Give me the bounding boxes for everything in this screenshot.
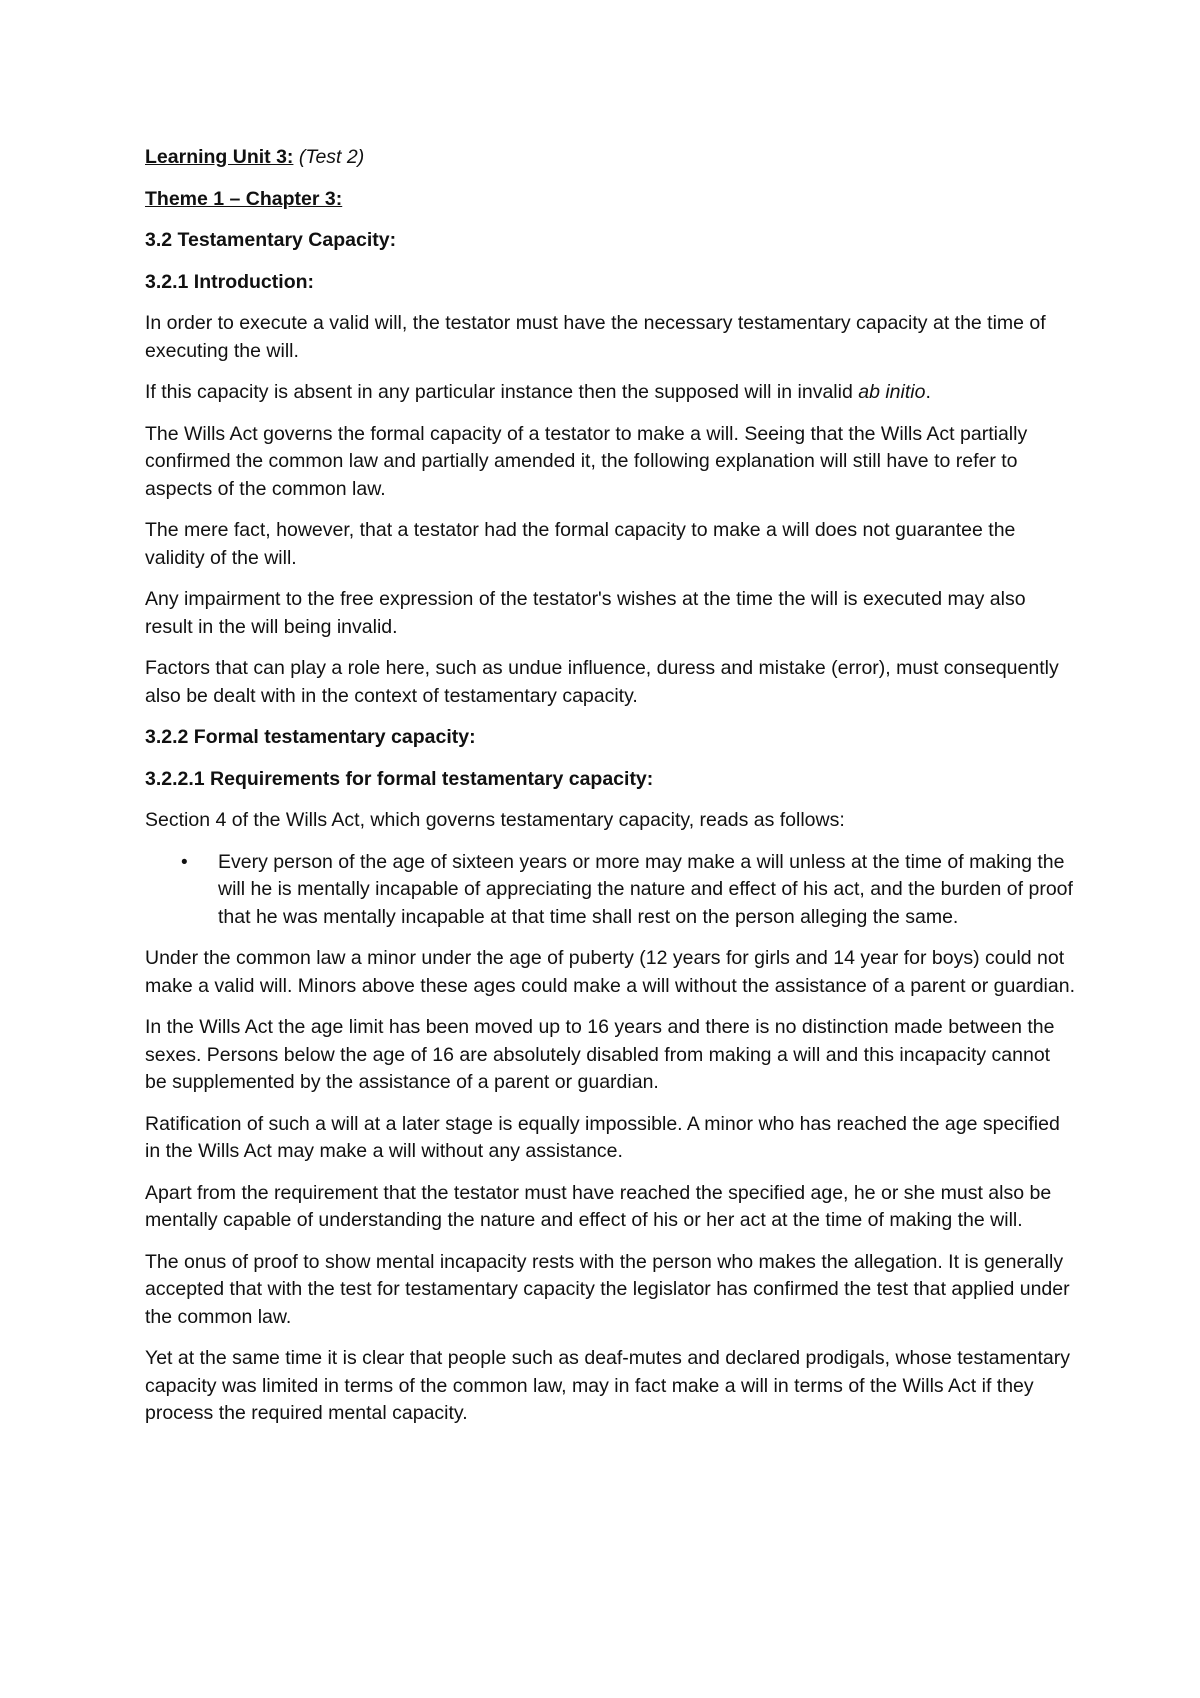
title-text: Learning Unit 3:	[145, 146, 294, 168]
theme-text: Theme 1 – Chapter 3:	[145, 187, 343, 210]
document-title	[145, 144, 1075, 172]
requirements-paragraph-1: Section 4 of the Wills Act, which governs testamentary capacity, reads as follows:	[145, 809, 845, 831]
bullet-list	[145, 849, 1075, 932]
intro-paragraph-2	[145, 379, 1075, 407]
requirements-paragraph-5: Apart from the requirement that the testator must have reached the specified age, he or she must also be mentally capable of understanding the nature and effect of his or her act at the time of making the will.	[145, 1181, 1052, 1231]
bullet-icon: •	[181, 851, 188, 873]
requirements-paragraph-3: In the Wills Act the age limit has been moved up to 16 years and there is no distinction made between the sexes. Persons below the age of 16 are absolutely disabled from making a will and this incapacity cannot be supplemented by the assistance of a parent or guardian.	[145, 1016, 1055, 1093]
requirements-paragraph-2: Under the common law a minor under the age of puberty (12 years for girls and 14 year for boys) could not make a valid will. Minors above these ages could make a will without the assistance of a parent or guardian.	[145, 947, 1075, 997]
requirements-paragraph-4: Ratification of such a will at a later stage is equally impossible. A minor who has reached the age specified in the Wills Act may make a will without any assistance.	[145, 1112, 1060, 1162]
document-body	[145, 144, 1075, 1442]
subsection-intro-heading: 3.2.1 Introduction:	[145, 270, 315, 293]
list-item	[145, 849, 1075, 932]
requirements-paragraph-6: The onus of proof to show mental incapacity rests with the person who makes the allegation. It is generally accepted that with the test for testamentary capacity the legislator has confirmed the test that applied under the common law.	[145, 1250, 1070, 1328]
intro-paragraph-4: The mere fact, however, that a testator had the formal capacity to make a will does not guarantee the validity of the will.	[145, 519, 1016, 569]
intro-paragraph-5: Any impairment to the free expression of the testator's wishes at the time the will is executed may also result in the will being invalid.	[145, 588, 1026, 638]
intro-p2-end: .	[925, 381, 931, 403]
theme-heading	[145, 186, 1075, 214]
section-heading: 3.2 Testamentary Capacity:	[145, 229, 397, 251]
subsection-formal-heading: 3.2.2 Formal testamentary capacity:	[145, 726, 476, 748]
bullet-text: Every person of the age of sixteen years or more may make a will unless at the time of making the will he is mentally incapable of appreciating the nature and effect of his act, and the burden of proof that he was mentally incapable at that time shall rest on the person alleging the same.	[218, 850, 1073, 928]
requirements-paragraph-7: Yet at the same time it is clear that people such as deaf-mutes and declared prodigals, whose testamentary capacity was limited in terms of the common law, may in fact make a will in terms of the Wills Act if they process the required mental capacity.	[145, 1347, 1070, 1424]
title-note: (Test 2)	[298, 146, 365, 168]
subsubsection-requirements-heading: 3.2.2.1 Requirements for formal testamentary capacity:	[145, 767, 654, 790]
intro-p2-italic: ab initio	[858, 381, 926, 403]
intro-p2-text: If this capacity is absent in any particular instance then the supposed will in invalid	[145, 381, 859, 403]
intro-paragraph-6: Factors that can play a role here, such as undue influence, duress and mistake (error), must consequently also be dealt with in the context of testamentary capacity.	[145, 657, 1059, 707]
intro-paragraph-3: The Wills Act governs the formal capacity of a testator to make a will. Seeing that the Wills Act partially confirmed the common law and partially amended it, the following explanation will still have to refer to aspects of the common law.	[145, 422, 1028, 500]
intro-paragraph-1: In order to execute a valid will, the testator must have the necessary testamentary capacity at the time of executing the will.	[145, 312, 1046, 362]
